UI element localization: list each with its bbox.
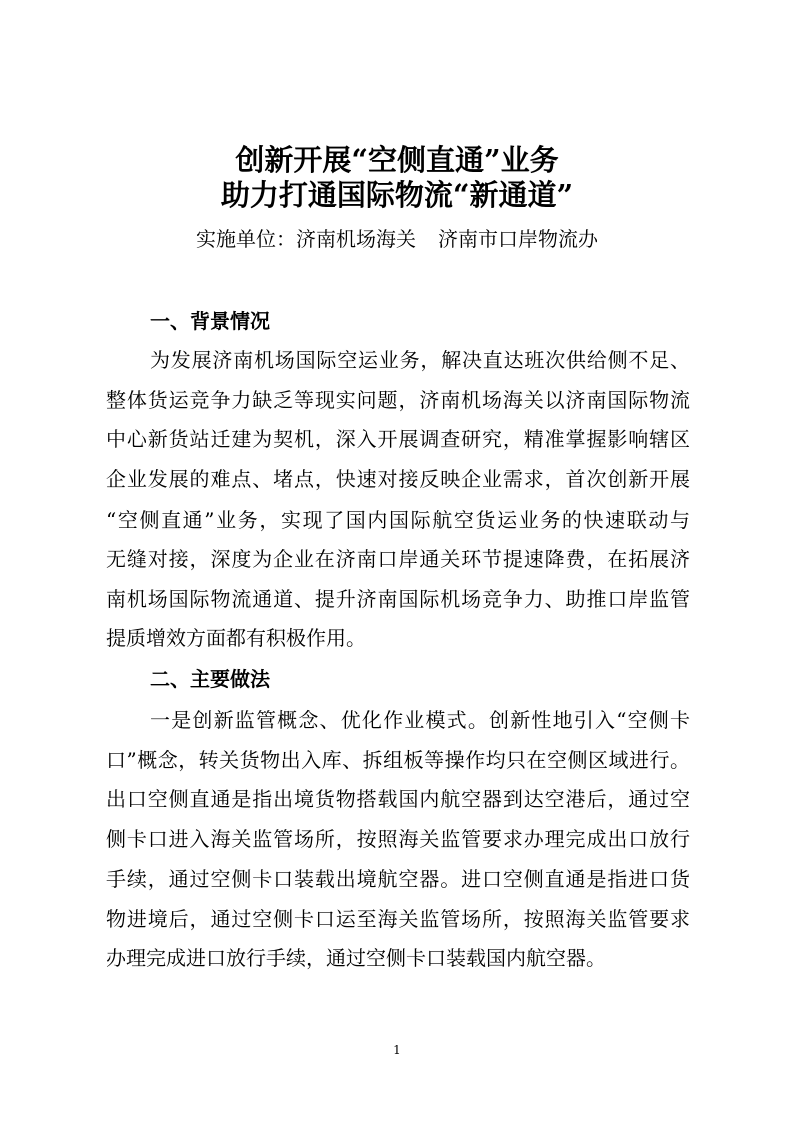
section-heading-main-practices: 二、主要做法: [150, 667, 270, 691]
paragraph-line: 物进境后，通过空侧卡口运至海关监管场所，按照海关监管要求: [106, 907, 690, 931]
paragraph-line: 手续，通过空侧卡口装载出境航空器。进口空侧直通是指进口货: [106, 867, 690, 891]
paragraph-line: 一是创新监管概念、优化作业模式。创新性地引入“空侧卡: [150, 708, 690, 732]
implementing-unit-secondary: 济南市口岸物流办: [438, 227, 598, 251]
paragraph-line: 办理完成进口放行手续，通过空侧卡口装载国内航空器。: [106, 946, 606, 970]
paragraph-line: 中心新货站迁建为契机，深入开展调查研究，精准掌握影响辖区: [106, 427, 690, 451]
paragraph-line: 侧卡口进入海关监管场所，按照海关监管要求办理完成出口放行: [106, 827, 690, 851]
paragraph-line: 南机场国际物流通道、提升济南国际机场竞争力、助推口岸监管: [106, 587, 690, 611]
implementing-unit-primary: 实施单位：济南机场海关: [196, 227, 416, 251]
paragraph-line: 整体货运竞争力缺乏等现实问题，济南机场海关以济南国际物流: [106, 388, 690, 412]
paragraph-line: 口”概念，转关货物出入库、拆组板等操作均只在空侧区域进行。: [106, 748, 690, 772]
paragraph-line: 出口空侧直通是指出境货物搭载国内航空器到达空港后，通过空: [106, 787, 690, 811]
paragraph-line: 为发展济南机场国际空运业务，解决直达班次供给侧不足、: [150, 348, 690, 372]
page-number: 1: [393, 1043, 401, 1057]
document-title-line-2: 助力打通国际物流“新通道”: [220, 178, 574, 212]
paragraph-line: 企业发展的难点、堵点，快速对接反映企业需求，首次创新开展: [106, 467, 690, 491]
document-title-line-1: 创新开展“空侧直通”业务: [235, 143, 559, 177]
paragraph-line: 无缝对接，深度为企业在济南口岸通关环节提速降费，在拓展济: [106, 547, 690, 571]
paragraph-line: “空侧直通”业务，实现了国内国际航空货运业务的快速联动与: [106, 508, 690, 532]
section-heading-background: 一、背景情况: [150, 309, 270, 333]
paragraph-line: 提质增效方面都有积极作用。: [106, 626, 366, 650]
implementing-units: [0, 224, 794, 254]
